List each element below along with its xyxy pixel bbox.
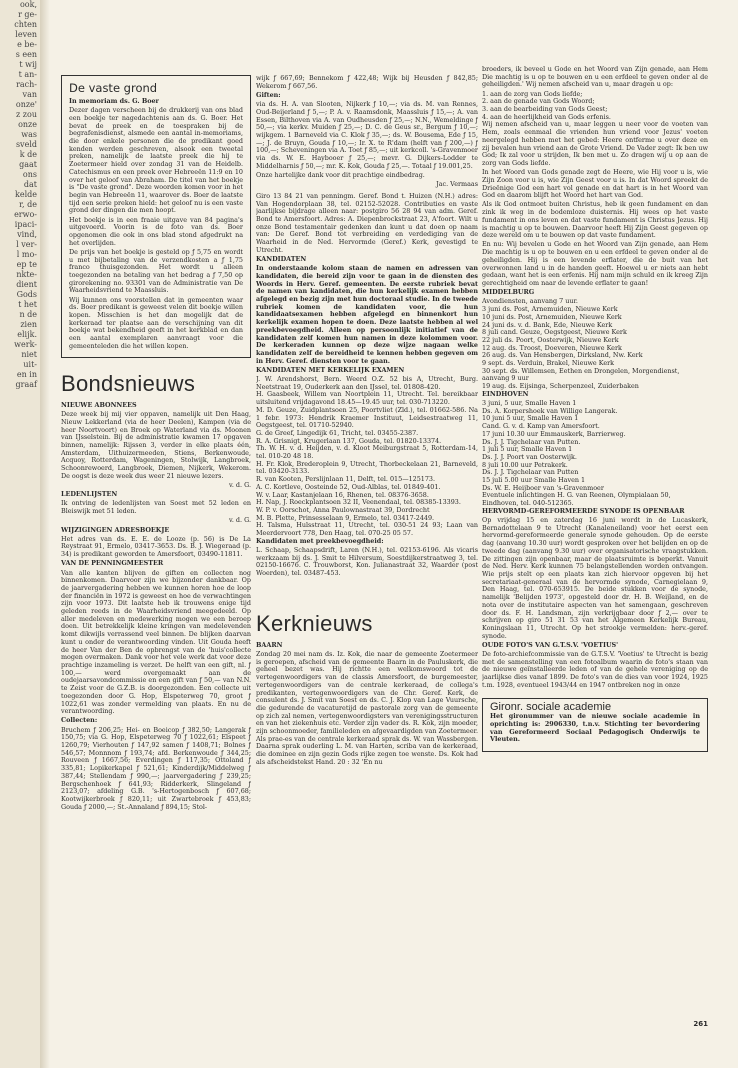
article-paragraph: De foto-archiefcommissie van de G.T.S.V. 'Voetius' te Utrecht is bezig met de samenstelling van een fotoalbum waarin de foto's staan van de nieuwe geïnstalleerde leden of van de gehele vereniging op de jaarlijkse dies vanaf 1899. De foto's van de dies van voor 1924, 1925 t.m. 1928, eventueel 1943/44 en 1947 ontbreken nog in onze: [482, 650, 708, 689]
schedule-entry: 1 juli 5 uur, Smalle Haven 1: [482, 445, 573, 454]
page-number: 261: [693, 1020, 708, 1028]
collecten-heading: Collecten:: [61, 716, 98, 725]
article-paragraph: Wij nemen afscheid van u, maar leggen u neer voor de voeten van Hem, zoals eenmaal die vrienden hun vriend voor Jezus' voeten neergelegd hebben met het gebed: Heere ontferme u over deze en zij bevalen hun vriend aan de Grote Vriend. De Vader zegt: Ik ben uw God; Ik zal voor u strijden, Ik ben met u. Zo dragen wij u op aan de zorg van Gods liefde.: [482, 120, 708, 167]
article-paragraph: Onze hartelijke dank voor dit prachtige eindbedrag.: [256, 170, 425, 179]
vaste-grond-title: De vaste grond: [69, 81, 158, 95]
kandidaten-intro: In onderstaande kolom staan de namen en adressen van kandidaten, die bereid zijn voor te gaan in de diensten des Woords in Herv. Geref. gemeenten. De eerste rubriek bevat de namen van kandidaten, die hun kerkelijk examen hebben afgelegd en bezig zijn met hun doctoraal studie. In de tweede rubriek komen de kandidaten voor, die hun kandidaatsexamen hebben afgelegd en binnenkort hun kerkelijk examen hopen te doen. Deze laatste hebben al wel preekbevoegdheid. Alleen op persoonlijk initiatief van de kandidaten zelf komen hun namen in deze kolommen voor. De kerkeraden kunnen op deze wijze nagaan welke kandidaten zelf de bereidheid te kennen hebben gegeven om in Herv. Geref. diensten voor te gaan.: [256, 264, 478, 365]
edge-text-fragment: kelde: [15, 190, 37, 199]
edge-text-fragment: rach-: [16, 80, 37, 89]
edge-text-fragment: uit-: [23, 360, 37, 369]
kandidaat-entry: J. W. Arendshorst, Bern. Weerd O.Z. 52 bis A, Utrecht, Burg. Neetstraat 19, Ouderkerk aan den IJssel, tel. 01808-420.: [256, 375, 478, 391]
article-paragraph: broeders, ik beveel u Gode en het Woord van Zijn genade, aan Hem Die machtig is u op te bouwen en u een erfdeel te geven onder al de geheiligden.' Wij nemen afscheid van u, maar dragen u op:: [482, 66, 708, 89]
edge-text-fragment: zien: [20, 320, 37, 329]
schedule-entry: 3 juni ds. Post, Arnemuiden, Nieuwe Kerk: [482, 305, 618, 314]
edge-text-fragment: en in: [16, 370, 37, 379]
vaste-grond-paragraph: Wij kunnen ons voorstellen dat in gemeenten waar ds. Boer predikant is geweest velen dit boekje willen kopen. Misschien is het dan mogelijk dat de kerkeraad ter plaatse aan de verschijning van dit boekje wat bekendheid geeft in het kerkblad en dan een aantal exemplaren aanvraagt voor die gemeenteleden die het willen kopen.: [69, 295, 243, 350]
section-heading: WIJZIGINGEN ADRESBOEKJE: [61, 525, 170, 534]
article-paragraph: Zondag 20 mei nam ds. Iz. Kok, die naar de gemeente Zoetermeer is geroepen, afscheid van de gemeente Baarn in de Pauluskerk, die geheel bezet was. Hij richtte een welkomswoord tot de vertegenwoordigers van de classis Amersfoort, de burgemeester, vertegenwoordigers van de centrale kerkeraad, de collega's predikanten, vertegenwoordigers van de Chr. Geref. Kerk, de consulent ds. J. Smit van Soest en ds. C. J. Klop van Lage Vuursche, die gedurende de vacaturetijd de pastorale zorg van de gemeente op zich zal nemen, vertegenwoordigsters van verenigingsstructuren en van het ziekenhuis etc. Verder zijn vader ds. R. Kok, zijn moeder, zijn schoonmoeder, familieleden en afgevaardigden van Zoetermeer. Als prae-es van de centrale kerkeraad sprak ds. W. van Wassbergen. Daarna sprak ouderling L. M. van Harten, scriba van de kerkeraad, die dominee en zijn gezin Gods rijke zegen toe wenste. Ds. Kok had als afscheidstekst Hand. 20 : 32 'En nu: [256, 650, 478, 766]
edge-text-fragment: e be-: [17, 40, 37, 49]
schedule-entry: Avondiensten, aanvang 7 uur.: [482, 297, 578, 306]
edge-text-fragment: leven: [15, 30, 37, 39]
article-paragraph: wijk ƒ 667,69; Bennekom ƒ 422,48; Wijk bij Heusden ƒ 842,85; Wekerom ƒ 667,56.: [256, 75, 478, 90]
bondsnieuws-heading: Bondsnieuws: [61, 371, 196, 396]
article-paragraph: Als ik God ontmoet buiten Christus, heb ik geen fundament en dan zink ik weg in de bodemloze duisternis. Hij wees op het vaste fundament in ons leven en dat vaste fundament is Christus Jezus. Hij is machtig u op te bouwen. Daarvoor heeft Hij Zijn Geest gegeven op deze wereld om u te bouwen op dat vaste fundament.: [482, 200, 708, 240]
section-heading: KANDIDATEN: [256, 254, 307, 263]
column-3: [482, 66, 708, 1026]
column-2: [256, 75, 478, 1035]
column-1: [61, 75, 251, 1035]
section-heading: OUDE FOTO'S VAN G.T.S.V. 'VOETIUS': [482, 640, 619, 649]
edge-text-fragment: onze': [15, 100, 37, 109]
vaste-grond-box: [61, 75, 251, 358]
vaste-grond-paragraph: De prijs van het boekje is gesteld op ƒ 5,75 en wordt u met bijbetaling van de verzendkosten a ƒ 1,75 franco thuisgezonden. Het wordt u alleen toegezonden na betaling van het bedrag a ƒ 7,50 op girorekening no. 93301 van de Administratie van De Waarheidsvriend te Maassluis.: [69, 247, 243, 295]
edge-text-fragment: dat: [23, 180, 37, 189]
edge-text-fragment: r ge-: [18, 10, 37, 19]
kandidaat-entry: H. Fr. Klok, Brederoplein 9, Utrecht, Thorbeckelaan 21, Barneveld, tel. 03420-3133.: [256, 459, 478, 476]
vaste-grond-paragraph: Dezer dagen verscheen bij de drukkerij van ons blad een boekje ter nagedachtenis aan ds. G. Boer. Het bevat de preek en de toespraken bij de begrafenisdienst, alsmede een aantal in-memoriams, die door enkele personen die de predikant goed kenden werden geschreven, alsook een tweetal preken, namelijk de laatste preek die hij te Zoetermeer hield over zondag 31 van de Heidelb. Catechismus en een preek over Hebreeën 11:9 en 10 over het geloof van Abraham. De titel van het boekje is "De vaste grond". Deze woorden komen voor in het begin van Hebreeën 11, waarover ds. Boer de laatste tijd een serie preken hield: het geloof nu is een vaste grond der dingen die men hoopt.: [69, 106, 243, 215]
edge-text-fragment: erwo-: [14, 210, 37, 219]
section-heading: VAN DE PENNINGMEESTER: [61, 559, 164, 568]
schedule-entry: 12 aug. ds. Troost, Doeveren, Nieuwe Kerk: [482, 343, 622, 352]
giro-paragraph: Giro 13 84 21 van penningm. Geref. Bond t. Huizen (N.H.) adres: Van Hogendorplaan 38, tel. 02152-52028. Contributies en vaste jaarlijkse bijdrage alleen naar: postgiro 56 28 94 van adm. Geref. Bond te Amersfoort. Adres: A. Diepenbrockstraat 23, A'foort. Wilt u onze Bond testamentair gedenken dan kunt u dat doen op naam van: De Geref. Bond tot verbreiding en verdediging van de Waarheid in de Ned. Hervormde (Geref.) Kerk, gevestigd te Utrecht.: [256, 191, 478, 254]
kandidaat-entry: M. B. Plette, Prinsesselaan 9, Ermelo, tel. 03417-2449.: [256, 513, 435, 522]
schedule-entry: 3 juni, 5 uur, Smalle Haven 1: [482, 399, 577, 408]
schedule-entry: Ds. J. J. Poort van Oosterwijk.: [482, 452, 577, 461]
schedule-entry: 26 aug. ds. Van Hensbergen, Dirksland, Nw. Kerk: [482, 351, 643, 360]
kandidaat-entry: G. de Greef, Lingedijk 61, Tricht, tel. 03455-2387.: [256, 428, 419, 437]
kandidaten-list: [256, 376, 478, 538]
edge-text-fragment: Gods: [16, 290, 37, 299]
sociale-academie-title: Gironr. sociale academie: [490, 700, 612, 713]
schedule-entry: 8 juli cand. Geuze, Oegstgeest, Nieuwe Kerk: [482, 328, 627, 337]
schedule-entry: Ds. J. J. Tigchelaar van Putten.: [482, 437, 581, 446]
kandidaat-entry: H. Gaasbeek, Willem van Noortplein 11, Utrecht. Tel. bereikbaar uitsluitend vrijdagavond 18.45—19.45 uur, tel. 030-713220.: [256, 390, 478, 407]
list-item: 2. aan de genade van Gods Woord;: [482, 97, 595, 106]
edge-text-fragment: nkte-: [16, 270, 37, 279]
edge-text-fragment: elijk.: [17, 330, 37, 339]
schedule-entry: Ds. W. E. Heijboer van 's-Gravenmoer: [482, 483, 604, 492]
signature: v. d. G.: [229, 516, 251, 525]
schedule-entry: 22 juli ds. Poort, Oosterwijk, Nieuwe Kerk: [482, 335, 619, 344]
edge-text-fragment: t an-: [18, 70, 37, 79]
sociale-academie-box: [482, 698, 708, 752]
edge-text-fragment: chten: [14, 20, 37, 29]
kandidaat-entry: H. Nap, J. Roeckplantsoen 32 II, Veenendaal, tel. 08385-13393.: [256, 498, 461, 507]
schedule-entry: 10 juni ds. Post, Arnemuiden, Nieuwe Kerk: [482, 312, 622, 321]
signature: Jac. Vermaas: [436, 180, 478, 189]
numbered-list: [482, 91, 708, 122]
schedule-entry: 24 juni ds. v. d. Bank, Ede, Nieuwe Kerk: [482, 320, 613, 329]
edge-text-fragment: werk-: [14, 340, 37, 349]
schedule-entry: 30 sept. ds. Willemsen, Eethen en Drongelen, Morgendienst, aanvang 9 uur: [482, 366, 680, 383]
section-heading: BAARN: [256, 640, 283, 649]
article-paragraph: L. Schaap, Schaapsdrift, Laren (N.H.), tel. 02153-6196. Als vicaris werkzaam bij ds. J. Smit te Hilversum, Soestdijkerstraatweg 3, tel. 02150-16676. C. Trouwborst, Kon. Julianastraat 32, Waarder (post Woerden), tel. 03487-453.: [256, 545, 478, 578]
edge-text-fragment: l ver-: [16, 240, 37, 249]
section-heading: NIEUWE ABONNEES: [61, 401, 137, 409]
section-heading: LEDENLIJSTEN: [61, 490, 118, 499]
kandidaat-entry: R. van Kooten, Perslijnlaan 11, Delft, tel. 015—125173.: [256, 475, 436, 484]
middelburg-schedule: [482, 298, 708, 390]
schedule-entry: Ds. J. J. Tigchelaar van Putten: [482, 468, 579, 477]
list-item: 4. aan de heerlijkheid van Gods erfenis.: [482, 112, 611, 121]
edge-text-fragment: dient: [16, 280, 37, 289]
edge-text-fragment: ook,: [19, 0, 37, 9]
edge-text-fragment: k de: [19, 150, 37, 159]
article-paragraph: Van alle kanten blijven de giften en collecten nog binnenkomen. Daarvoor zijn we bijzonder dankbaar. Op de jaarvergadering hebben we kunnen horen hoe de loop der financiën in 1972 is geweest en hoe de verwachtingen zijn voor 1973. Dit laatste heb ik trouwens enige tijd geleden reeds in de Waarheidsvriend meegedeeld. Op aller medeleven en medewerking mogen we een beroep doen. Uit betrekkelijk kleine kringen van medelevenden komt dikwijls verrassend veel binnen. De blijken daarvan kunt u onder de verantwoording vinden. Uit Gouda heeft de heer Van der Ben de opbrengst van de 'huis'collecte mogen overmaken. Dank voor het vele werk dat voor deze prachtige inzameling is verzet. De helft van een gift, nl. ƒ 100,— werd overgemaakt aan de oudejaarsavondcommissie en een gift van ƒ 50,— van N.N. te Zeist voor de G.Z.B. is doorgezonden. Een collecte uit toegezonden door G. Hop, Elspeterweg 70, groot ƒ 1022,61 was zonder vermelding van plaats. En nu de verantwoording.: [61, 568, 251, 716]
edge-text-fragment: graaf: [15, 380, 37, 389]
schedule-entry: 8 juli 10.00 uur Petrakerk.: [482, 460, 568, 469]
article-paragraph: Het adres van ds. E. E. de Looze (p. 56) is De La Reystraat 91, Ermelo, 03417-3653. Ds. B. J. Wiegeraad (p. 34) is predikant geworden te Amersfoort, 03490-11811.: [61, 534, 251, 559]
collecten-list: Bruchem ƒ 206,25; Hei- en Boeicop ƒ 382,50; Langerak ƒ 150,75; via G. Hop, Elspeterweg 70 ƒ 1022,61; Elspeet ƒ 1260,79; Vierhouten ƒ 147,92 samen ƒ 1408,71; Bolnes ƒ 546,57; Monnnom ƒ 193,74; afd. Berkenwoude ƒ 344,25; Rouveen ƒ 1667,56; Everdingen ƒ 117,35; Ottoland ƒ 335,81; Lopikerkapel ƒ 521,61; Kinderdijk/Middelweg ƒ 387,44; Stellendam ƒ 990,—; jaarvergadering ƒ 239,25; Bergschenhoek ƒ 641,93; Ridderkerk, Slingeland ƒ 2123,07; afdeling G.B. 's-Hertogenbosch ƒ 607,68; Kootwijkerbroek ƒ 820,11; uit Zwartebroek ƒ 453,83; Gouda ƒ 2000,—; St.-Annaland ƒ 894,15; Stol-: [61, 725, 251, 811]
giften-heading: Giften:: [256, 90, 281, 99]
article-paragraph: In het Woord van Gods genade zegt de Heere, wie Hij voor u is, wie Zijn Zoon voor u is, wie Zijn Geest voor u is. In dat Woord spreekt de Drieënige God een hart vol genade en dat hart is in het Woord van God en daarom blijft het Woord het hart van God.: [482, 168, 708, 200]
vaste-grond-paragraph: Het boekje is in een fraaie uitgave van 84 pagina's uitgevoerd. Voorin is de foto van ds. Boer opgenomen die ook in ons blad stond afgedrukt na het overlijden.: [69, 215, 243, 247]
article-paragraph: Deze week bij mij vier oppaven, namelijk uit Den Haag, Nieuw Lekkerland (via de heer Deelen), Kampen (via de heer Noortvoort) en Broek op Waterland via ds. Moonen van IJsselstein. Bij de administratie kwamen 17 opgaven binnen, namelijk: Rijssen 3, verder in elke plaats één, Amsterdam, Uithuizermeeden, Stiens, Berkenwoude, Acquoy, Rotterdam, Wageningen, Stolwijk, Langbroek, Schoonrewoerd, Langbroek, Diemen, Nijkerk, Wekerom. De oogst is deze week dus weer 21 nieuwe lezers.: [61, 410, 251, 480]
edge-text-fragment: l mo-: [16, 250, 37, 259]
kandidaat-entry: H. Talsma, Hulsstraat 11, Utrecht, tel. 030-51 24 93; Laan van Meerdervoort 778, Den Haag, tel. 070-25 05 57.: [256, 521, 478, 538]
section-heading: MIDDELBURG: [482, 288, 535, 297]
schedule-entry: 9 sept. ds. Verduin, Brakel, Nieuwe Kerk: [482, 359, 615, 368]
schedule-entry: Ds. A. Korpershoek van Willige Langerak.: [482, 406, 618, 415]
kandidaat-entry: A. C. Kortleve, Oosteinde 52, Oud-Alblas, tel. 01849-401.: [256, 482, 441, 491]
edge-text-fragment: t wij: [19, 60, 37, 69]
kerknieuws-heading: Kerknieuws: [256, 610, 373, 636]
edge-text-fragment: van: [22, 90, 37, 99]
kandidaat-entry: Th. W. H. v. d. Heijden, v. d. Kloot Meiburgstraat 5, Rotterdam-14, tel. 010-20 48 18.: [256, 444, 478, 461]
eindhoven-schedule: [482, 400, 708, 508]
edge-text-fragment: onze: [18, 120, 37, 129]
edge-text-fragment: r, de: [19, 200, 37, 209]
list-item: 1. aan de zorg van Gods liefde;: [482, 89, 583, 98]
edge-text-fragment: sveld: [15, 140, 37, 149]
edge-text-fragment: ep te: [16, 260, 37, 269]
edge-text-fragment: z zou: [16, 110, 37, 119]
kandidaat-entry: R. A. Grisnigt, Krugerlaan 137, Gouda, tel. 01820-13374.: [256, 436, 442, 445]
edge-text-fragment: gaat: [19, 160, 37, 169]
previous-page-edge: [0, 0, 41, 1068]
sociale-academie-text: Het gironummer van de nieuwe sociale academie in oprichting is: 2906330, t.n.v. Stichting ter bevordering van Gereformeerd Sociaal Pedagogisch Onderwijs te Vleuten.: [490, 712, 700, 744]
edge-text-fragment: vind,: [17, 230, 37, 239]
signature: v. d. G.: [229, 481, 251, 490]
edge-text-fragment: was: [21, 130, 37, 139]
kandidaat-entry: W. P. v. Oorschot, Anna Paulownastraat 39, Dordrecht: [256, 505, 430, 514]
page-gutter: [40, 0, 50, 1068]
kandidaten-preek-heading: Kandidaten met preekbevoegdheid:: [256, 536, 384, 545]
section-heading: HERVORMD-GEREFORMEERDE SYNODE IS OPENBAAR: [482, 506, 685, 515]
memoriam-subtitle: In memoriam ds. G. Boer: [69, 97, 159, 105]
list-item: 3. aan de bearbeiding van Gods Geest;: [482, 105, 608, 114]
schedule-entry: 17 juni 10.30 uur Emmauskerk, Barrierweg.: [482, 429, 626, 438]
schedule-entry: 15 juli 5.00 uur Smalle Haven 1: [482, 476, 586, 485]
edge-text-fragment: ipaci-: [14, 220, 37, 229]
section-heading: KANDIDATEN MET KERKELIJK EXAMEN: [256, 365, 405, 374]
giften-list: via ds. H. A. van Slooten, Nijkerk ƒ 10,—; via ds. M. van Rennes, Oud-Beijerland ƒ 5,—; P. A. v. Raamsdonk, Maassluis ƒ 15,—; A. van Essen, Bilthoven via A. van Oudheusden ƒ 25,—; N.N., Wemeldinge ƒ 50,—; via kerkv. Muiden ƒ 25,—; D. C. de Geus sr., Bergum ƒ 10,—; wijkgem. 1 Barneveld via C. Klok ƒ 35,—; ds. W. Bousema, Ede ƒ 15,—; J. de Bruyn, Gouda ƒ 10,—; Ir. X. te R'dam (helft van ƒ 200,—) ƒ 100,—; Scheveningen via A. Toet ƒ 85,—; uit kerkcoll. 's-Gravenmoer via ds. W. E. Haybooer ƒ 25,—; mevr. G. Dijkers-Lodder te Middelharnis ƒ 50,—; mr. K. Kok, Gouda ƒ 25,—. Totaal ƒ 19.001,25.: [256, 100, 478, 170]
edge-text-fragment: niet: [21, 350, 37, 359]
edge-text-fragment: s een: [15, 50, 37, 59]
edge-text-fragment: ons: [22, 170, 37, 179]
kandidaat-entry: M. D. Geuze, Zuidplantsoen 25, Poortvliet (Zld.), tel. 01662-586. Na 1 febr. 1973: Hendrik Kraemer Instituut, Leidsestraatweg 11, Oegstgeest, tel. 01710-52940.: [256, 405, 478, 430]
edge-text-fragment: n de: [19, 310, 37, 319]
schedule-entry: 19 aug. ds. Eijsinga, Scherpenzeel, Zuiderbaken: [482, 382, 639, 391]
schedule-entry: 10 juni 5 uur, Smalle Haven 1: [482, 414, 579, 423]
section-heading: EINDHOVEN: [482, 389, 529, 398]
schedule-entry: Eventuele inlichtingen H. G. van Reenen, Olympialaan 50, Eindhoven, tel. 040-512365.: [482, 491, 671, 508]
article-paragraph: En nu: Wij bevelen u Gode en het Woord van Zijn genade, aan Hem Die machtig is u op te bouwen en u een erfdeel te geven onder al de geheiligden. Hij is een levende erflater, die de buit van het overwonnen land u in de handen geeft. Hoewel u er niets aan hebt gedaan, want het is een erfenis. Hij nam mijn schuld en ik kreeg Zijn gerechtigheid om naar de levende erflater te gaan!: [482, 240, 708, 287]
schedule-entry: Cand. G. v. d. Kamp van Amersfoort.: [482, 422, 600, 431]
kandidaat-entry: W. v. Laar, Kastanjelaan 16, Rhenen, tel. 08376-3658.: [256, 490, 429, 499]
edge-text-fragment: t het: [18, 300, 37, 309]
article-paragraph: Op vrijdag 15 en zaterdag 16 juni wordt in de Lucaskerk, Bernadottelaan 9 te Utrecht (Kanaleneiland) voor het eerst een hervormd-gereformeerde generale synode gehouden. Op de eerste dag (aanvang 10.30 uur) wordt gesproken over het belijden en op de tweede dag (aanvang 9.30 uur) over organisatorische vraagstukken. De zittingen zijn openbaar, maar de plaatsruimte is beperkt. Vanuit de Ned. Herv. Kerk kunnen 75 belangstellenden worden ontvangen. Wie prijs stelt op een plaats kan zich hiervoor opgeven bij het secretariaat-generaal van de hervormde synode, Carnegielaan 9, Den Haag, tel. 070-653915. De beide stukken voor de synode, namelijk 'Belijden 1973', opgesteld door dr. H. B. Weijland, en de nota over de institutaire aspecten van het samengaan, geschreven door ds. F. H. Landsman, zijn verkrijgbaar door ƒ 2,— over te schrijven op giro 51 31 53 van het Algemeen Kerkelijk Bureau, Koningslaan 11, Utrecht. Op het strookje vermelden: herv.-geref. synode.: [482, 516, 708, 640]
article-paragraph: Ik ontving de ledenlijsten van Soest met 52 leden en Bleiswijk met 51 leden.: [61, 499, 251, 516]
